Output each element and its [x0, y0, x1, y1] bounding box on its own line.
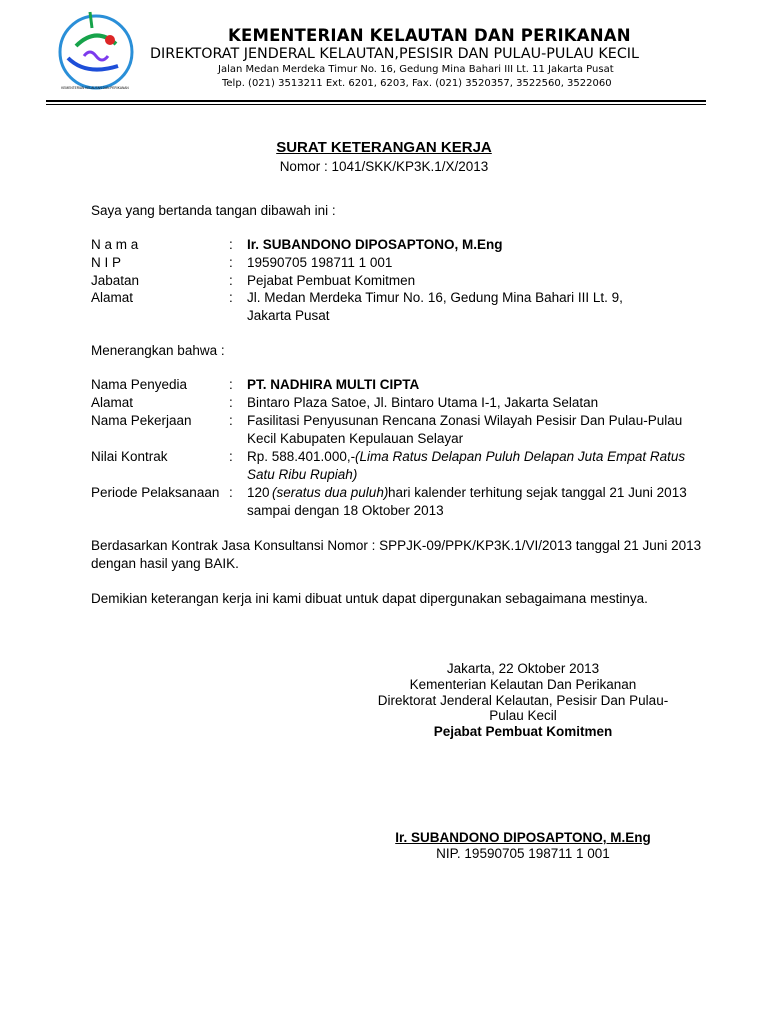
- signer-name: Ir. SUBANDONO DIPOSAPTONO, M.Eng: [247, 237, 503, 252]
- ministry-logo: [46, 6, 142, 98]
- basis-line1: Berdasarkan Kontrak Jasa Konsultansi Nomor : SPPJK-09/PPK/KP3K.1/VI/2013 tanggal 21 Juni 2013: [91, 538, 702, 553]
- signer-position-label: Jabatan: [91, 273, 140, 288]
- sign-role: Pejabat Pembuat Komitmen: [433, 724, 613, 739]
- signer-position: Pejabat Pembuat Komitmen: [247, 273, 416, 288]
- closing-text: Demikian keterangan kerja ini kami dibuat untuk dapat dipergunakan sebagaimana mestinya.: [91, 591, 648, 606]
- colon: :: [229, 395, 233, 410]
- ministry-phone: Telp. (021) 3513211 Ext. 6201, 6203, Fax. (021) 3520357, 3522560, 3522060: [222, 78, 612, 89]
- logo-ring-text: KEMENTERIAN KELAUTAN DAN PERIKANAN: [61, 86, 129, 90]
- period-words: (seratus dua puluh): [272, 485, 389, 500]
- states-text: Menerangkan bahwa :: [91, 343, 225, 358]
- period-days: 120: [247, 485, 270, 500]
- letter-number: Nomor : 1041/SKK/KP3K.1/X/2013: [279, 159, 489, 174]
- intro-text: Saya yang bertanda tangan dibawah ini :: [91, 203, 336, 218]
- work-label: Nama Pekerjaan: [91, 413, 192, 428]
- sign-org2-line2: Pulau Kecil: [489, 708, 557, 723]
- signer-address-label: Alamat: [91, 290, 134, 305]
- colon: :: [229, 290, 233, 305]
- signer-nip: 19590705 198711 1 001: [247, 255, 393, 270]
- sign-org2-line1: Direktorat Jenderal Kelautan, Pesisir Dan Pulau-: [377, 693, 669, 708]
- colon: :: [229, 485, 233, 500]
- period-rest: hari kalender terhitung sejak tanggal 21 Juni 2013: [388, 485, 687, 500]
- signer-address-line2: Jakarta Pusat: [247, 308, 330, 323]
- directorate-name: DIREKTORAT JENDERAL KELAUTAN,PESISIR DAN PULAU-PULAU KECIL: [150, 46, 639, 62]
- fish-wave-emblem-icon: [46, 6, 142, 98]
- provider-name-label: Nama Penyedia: [91, 377, 188, 392]
- ministry-name: KEMENTERIAN KELAUTAN DAN PERIKANAN: [228, 26, 631, 45]
- colon: :: [229, 377, 233, 392]
- contract-label: Nilai Kontrak: [91, 449, 168, 464]
- contract-value: Rp. 588.401.000,-: [247, 449, 356, 464]
- ministry-address: Jalan Medan Merdeka Timur No. 16, Gedung Mina Bahari III Lt. 11 Jakarta Pusat: [218, 64, 614, 75]
- period-label: Periode Pelaksanaan: [91, 485, 220, 500]
- colon: :: [229, 237, 233, 252]
- work-line1: Fasilitasi Penyusunan Rencana Zonasi Wilayah Pesisir Dan Pulau-Pulau: [247, 413, 683, 428]
- signer-nip-label: N I P: [91, 255, 122, 270]
- letterhead: [0, 0, 768, 110]
- sign-org1: Kementerian Kelautan Dan Perikanan: [409, 677, 637, 692]
- letter-title: SURAT KETERANGAN KERJA: [276, 139, 492, 156]
- sign-name: Ir. SUBANDONO DIPOSAPTONO, M.Eng: [395, 830, 651, 845]
- provider-name: PT. NADHIRA MULTI CIPTA: [247, 377, 420, 392]
- contract-words-line1: (Lima Ratus Delapan Puluh Delapan Juta Empat Ratus: [355, 449, 686, 464]
- place-date: Jakarta, 22 Oktober 2013: [446, 661, 600, 676]
- provider-address-label: Alamat: [91, 395, 134, 410]
- letterhead-divider: [46, 100, 706, 102]
- contract-words-line2: Satu Ribu Rupiah): [247, 467, 358, 482]
- signer-name-label: N a m a: [91, 237, 139, 252]
- colon: :: [229, 413, 233, 428]
- sign-nip: NIP. 19590705 198711 1 001: [436, 846, 610, 861]
- colon: :: [229, 273, 233, 288]
- work-line2: Kecil Kabupaten Kepulauan Selayar: [247, 431, 464, 446]
- basis-line2: dengan hasil yang BAIK.: [91, 556, 239, 571]
- letterhead-divider-thin: [46, 104, 706, 105]
- colon: :: [229, 449, 233, 464]
- colon: :: [229, 255, 233, 270]
- signer-address-line1: Jl. Medan Merdeka Timur No. 16, Gedung Mina Bahari III Lt. 9,: [247, 290, 623, 305]
- period-line2: sampai dengan 18 Oktober 2013: [247, 503, 444, 518]
- provider-address: Bintaro Plaza Satoe, Jl. Bintaro Utama I-1, Jakarta Selatan: [247, 395, 599, 410]
